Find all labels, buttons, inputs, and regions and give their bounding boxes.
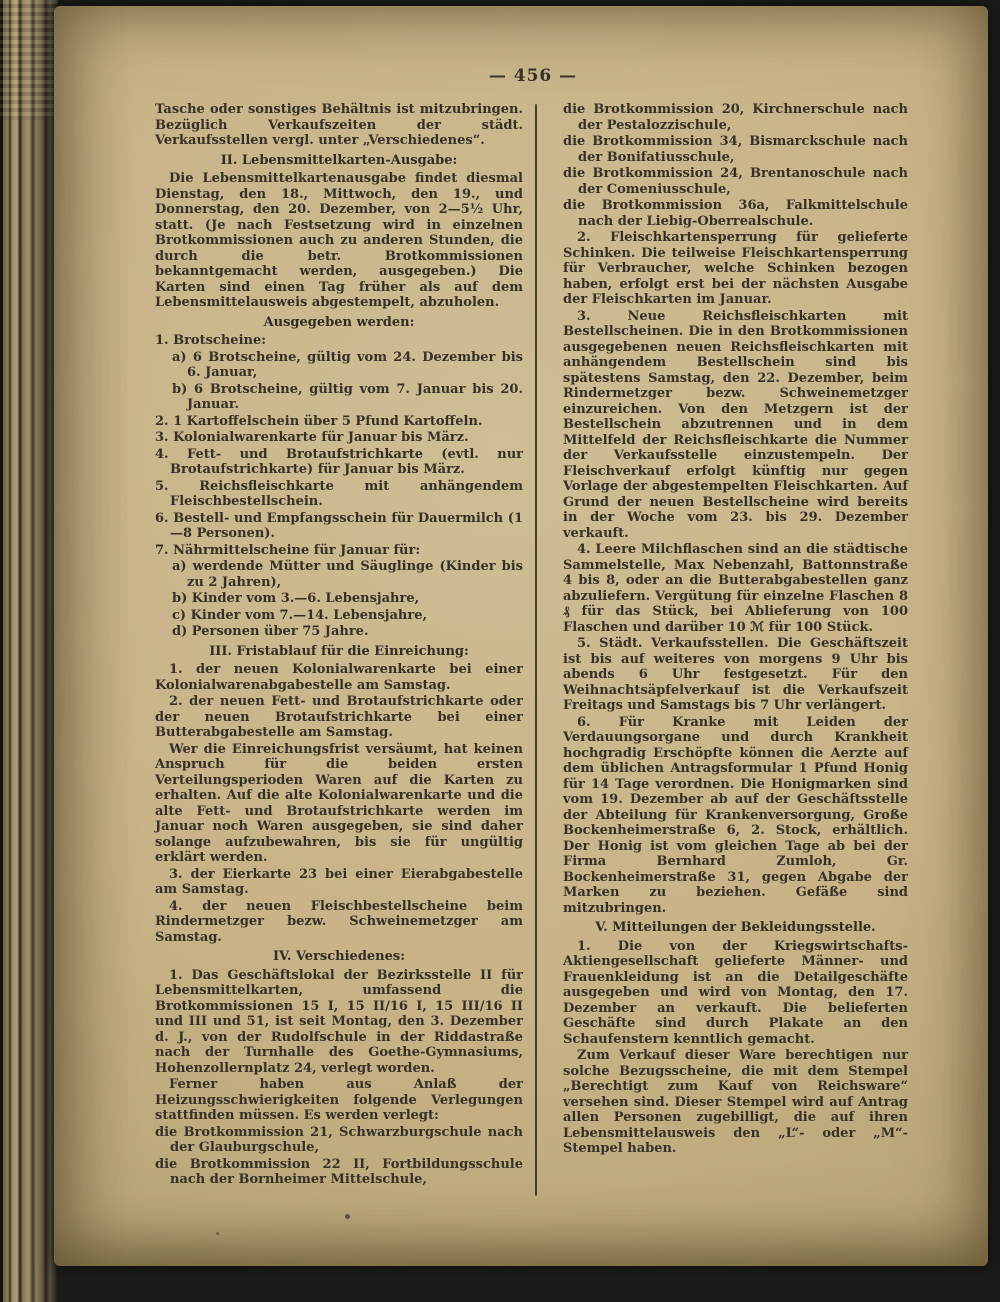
section-heading: II. Lebensmittelkarten-Ausgabe:: [220, 152, 458, 168]
text-columns: [155, 102, 908, 1196]
paragraph: Ferner haben aus Anlaß der Heizungsschwierigkeiten folgende Verlegungen stattfinden müssen. Es werden verlegt:: [155, 1077, 523, 1123]
section-heading: IV. Verschiedenes:: [272, 949, 406, 964]
list-item: 6. Bestell- und Empfangsschein für Dauermilch (1—8 Personen).: [155, 510, 523, 541]
list-item: c) Kinder vom 7.—14. Lebensjahre,: [172, 607, 428, 623]
list-item: a) 6 Brotscheine, gültig vom 24. Dezember bis 6. Januar,: [172, 349, 523, 380]
scan-speck: [216, 1232, 219, 1235]
list-item: 7. Nährmittelscheine für Januar für:: [155, 542, 421, 558]
list-item: die Brotkommission 20, Kirchnerschule nach der Pestalozzischule,: [563, 102, 908, 133]
list-item: b) Kinder vom 3.—6. Lebensjahre,: [172, 591, 420, 606]
scan-speck: [345, 1214, 350, 1219]
list-item: die Brotkommission 24, Brentanoschule nach der Comeniusschule,: [563, 166, 908, 197]
paragraph: 4. Leere Milchflaschen sind an die städtische Sammelstelle, Max Nebenzahl, Battonnstraße 4 bis 8, oder an die Butterabgabestellen ganz abzuliefern. Vergütung für einzelne Flaschen 8 ₰ für das Stück, bei Ablieferung von 100 Flaschen und darüber 10 ℳ für 100 Stück.: [563, 542, 908, 635]
list-item: die Brotkommission 34, Bismarckschule nach der Bonifatiusschule,: [563, 134, 908, 165]
list-item: die Brotkommission 36a, Falkmittelschule nach der Liebig-Oberrealschule.: [563, 198, 908, 229]
paragraph: 1. der neuen Kolonialwarenkarte bei einer Kolonialwarenabgabestelle am Samstag.: [155, 662, 523, 693]
list-item: a) werdende Mütter und Säuglinge (Kinder bis zu 2 Jahren),: [172, 559, 523, 590]
section-heading: V. Mitteilungen der Bekleidungsstelle.: [595, 920, 876, 935]
list-item: die Brotkommission 21, Schwarzburgschule nach der Glauburgschule,: [155, 1124, 523, 1155]
list-item: 3. Kolonialwarenkarte für Januar bis März.: [155, 430, 469, 445]
list-item: 5. Reichsfleischkarte mit anhängendem Fleischbestellschein.: [155, 478, 523, 509]
document-page: [54, 6, 988, 1266]
paragraph: 2. Fleischkartensperrung für gelieferte Schinken. Die teilweise Fleischkartensperrung für Verbraucher, welche Schinken bezogen haben, erfolgt erst bei der nächsten Ausgabe der Fleischkarten im Januar.: [563, 230, 908, 307]
list-item: die Brotkommission 22 II, Fortbildungsschule nach der Bornheimer Mittelschule,: [155, 1156, 523, 1187]
column-divider-rule: [535, 104, 537, 1196]
section-heading: Ausgegeben werden:: [263, 314, 415, 330]
page-number: — 456 —: [488, 66, 578, 86]
paragraph: 1. Die von der Kriegswirtschafts-Aktiengesellschaft gelieferte Männer- und Frauenkleidung ist an die Detailgeschäfte ausgegeben und wird von Montag, den 17. Dezember an verkauft. Die belieferten Geschäfte sind durch Plakate an den Schaufenstern kenntlich gemacht.: [563, 938, 908, 1047]
paragraph: 6. Für Kranke mit Leiden der Verdauungsorgane und durch Krankheit hochgradig Erschöpfte können die Aerzte auf dem üblichen Antragsformular 1 Pfund Honig für 14 Tage verordnen. Die Honigmarken sind vom 19. Dezember ab auf der Geschäftsstelle der Abteilung für Krankenversorgung, Große Bockenheimerstraße 6, 2. Stock, erhältlich. Der Honig ist vom gleichen Tage ab bei der Firma Bernhard Zumloh, Gr. Bockenheimerstraße 31, gegen Abgabe der Marken zu beziehen. Gefäße sind mitzubringen.: [563, 714, 908, 916]
section-heading: III. Fristablauf für die Einreichung:: [209, 643, 469, 659]
text-column-left: [155, 102, 523, 1189]
text-column-right: [563, 102, 908, 1158]
paragraph: Wer die Einreichungsfrist versäumt, hat keinen Anspruch für die beiden ersten Verteilungsperioden Waren auf die Karten zu erhalten. Auf die alte Kolonialwarenkarte und die alte Fett- und Brotaufstrichkarte werden im Januar noch Waren ausgegeben, sie sind daher solange aufzubewahren, bis sie für ungültig erklärt werden.: [155, 741, 523, 865]
paragraph: 2. der neuen Fett- und Brotaufstrichkarte oder der neuen Brotaufstrichkarte bei einer Butterabgabestelle am Samstag.: [155, 694, 523, 740]
list-item: 2. 1 Kartoffelschein über 5 Pfund Kartoffeln.: [155, 413, 483, 429]
paragraph: Zum Verkauf dieser Ware berechtigen nur solche Bezugsscheine, die mit dem Stempel „Berechtigt zum Kauf von Reichsware“ versehen sind. Dieser Stempel wird auf Antrag allen Personen zugebilligt, die auf ihren Lebensmittelausweis den „L“- oder „M“-Stempel haben.: [563, 1048, 908, 1156]
list-item: d) Personen über 75 Jahre.: [172, 624, 369, 639]
paragraph: 4. der neuen Fleischbestellscheine beim Rindermetzger bezw. Schweinemetzger am Samstag.: [155, 898, 523, 945]
paragraph: 3. Neue Reichsfleischkarten mit Bestellscheinen. Die in den Brotkommissionen ausgegebenen neuen Reichsfleischkarten mit anhängendem Bestellschein sind bis spätestens Samstag, den 22. Dezember, beim Rindermetzger bezw. Schweinemetzger einzureichen. Von den Metzgern ist der Bestellschein abzutrennen und in dem Mittelfeld der Reichsfleischkarte die Nummer der Verkaufsstelle einzustempeln. Der Fleischverkauf erfolgt künftig nur gegen Vorlage der abgestempelten Fleischkarten. Auf Grund der neuen Bestellscheine wird bereits in der Woche vom 23. bis 29. Dezember verkauft.: [563, 308, 908, 541]
book-page-edges: [0, 0, 58, 1302]
paragraph: 5. Städt. Verkaufsstellen. Die Geschäftszeit ist bis auf weiteres von morgens 9 Uhr bis abends 6 Uhr festgesetzt. Für den Weihnachtsäpfelverkauf ist die Verkaufszeit Freitags und Samstags bis 7 Uhr verlängert.: [563, 636, 908, 713]
list-item: 4. Fett- und Brotaufstrichkarte (evtl. nur Brotaufstrichkarte) für Januar bis März.: [155, 446, 523, 477]
list-item: b) 6 Brotscheine, gültig vom 7. Januar bis 20. Januar.: [172, 381, 523, 412]
paragraph: Die Lebensmittelkartenausgabe findet diesmal Dienstag, den 18., Mittwoch, den 19., und Donnerstag, den 20. Dezember, von 2—5½ Uhr, statt. (Je nach Festsetzung wird in einzelnen Brotkommissionen auch zu anderen Stunden, die durch die betr. Brotkommissionen bekanntgemacht werden, ausgegeben.) Die Karten sind einen Tag früher als auf dem Lebensmittelausweis abgestempelt, abzuholen.: [155, 171, 523, 310]
book-page-edges-top: [0, 0, 58, 120]
paragraph: 3. der Eierkarte 23 bei einer Eierabgabestelle am Samstag.: [155, 866, 523, 897]
paragraph: 1. Das Geschäftslokal der Bezirksstelle II für Lebensmittelkarten, umfassend die Brotkommissionen 15 I, 15 II/16 I, 15 III/16 II und III und 51, ist seit Montag, den 3. Dezember d. J., von der Rudolfschule in der Riddastraße nach der Turnhalle des Goethe-Gymnasiums, Hohenzollernplatz 24, verlegt worden.: [155, 967, 523, 1076]
list-item: 1. Brotscheine:: [155, 333, 267, 348]
paragraph: Tasche oder sonstiges Behältnis ist mitzubringen. Bezüglich Verkaufszeiten der städt. Verkaufsstellen vergl. unter „Verschiedenes“.: [155, 102, 523, 148]
